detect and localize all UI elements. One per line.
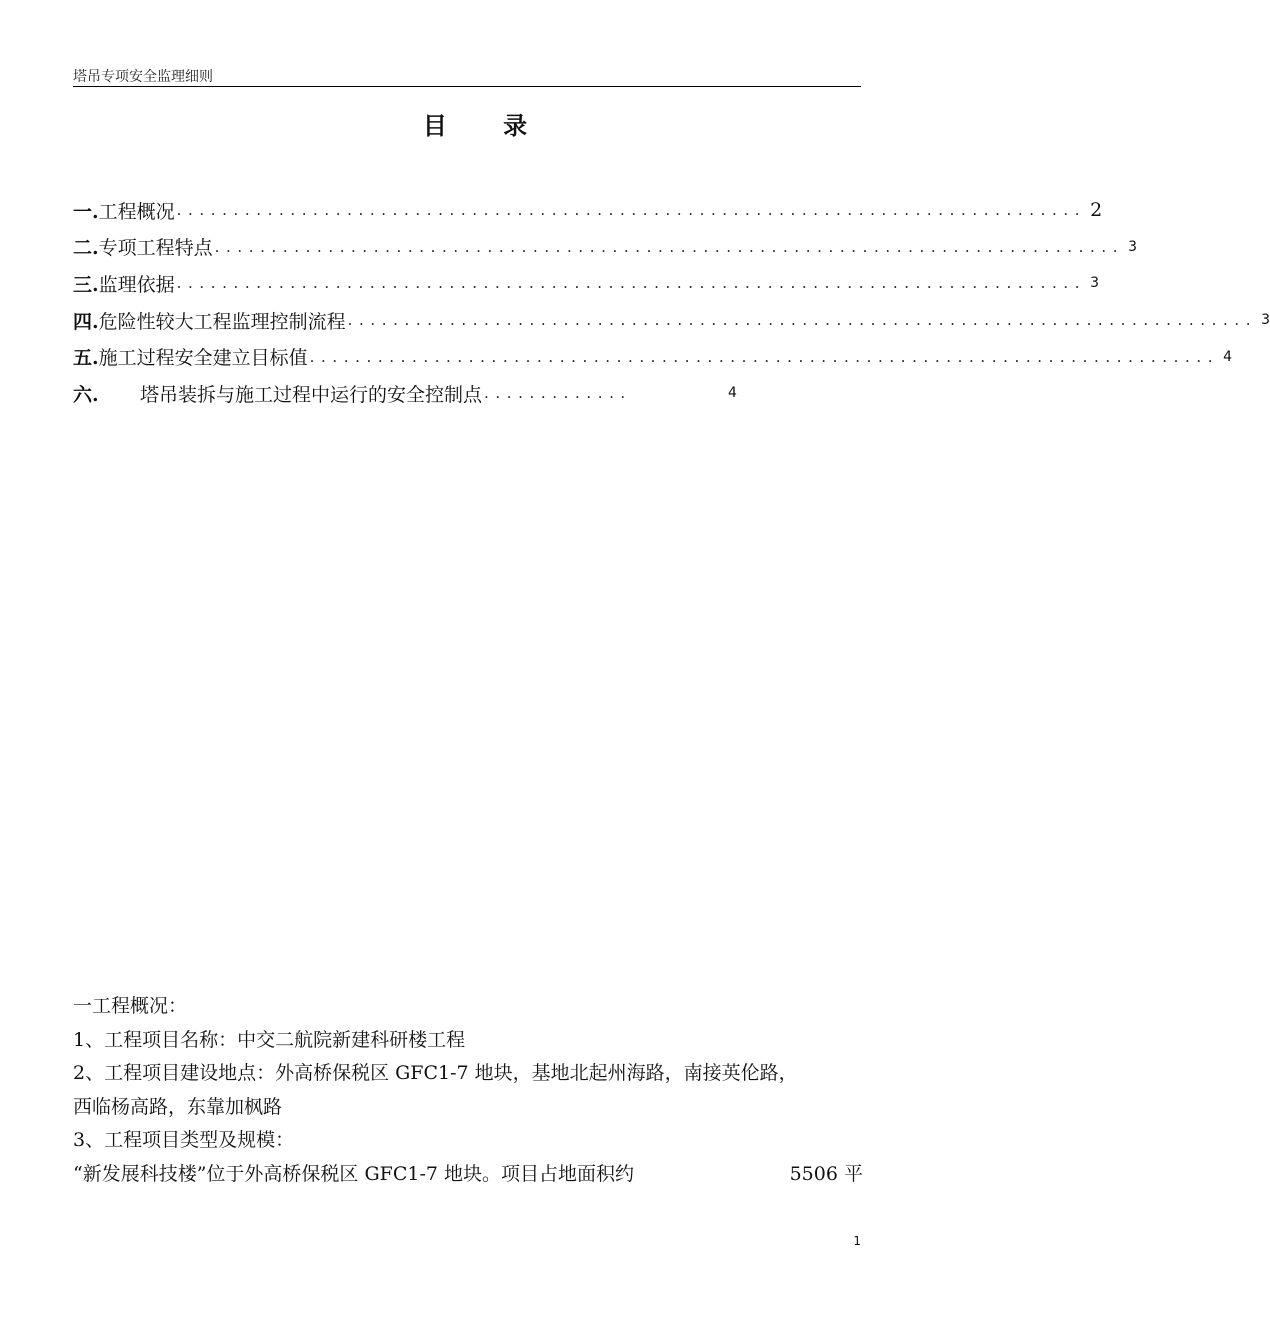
page-number: 1 [853, 1234, 861, 1248]
toc-entry-number: 三. [73, 273, 99, 296]
toc-entry[interactable] [73, 375, 863, 412]
paragraph-text: “新发展科技楼”位于外高桥保税区 GFC1-7 地块。项目占地面积约 [73, 1162, 635, 1185]
toc-entry-page: 2 [1090, 199, 1103, 222]
toc-leader-dots: ................................................................................ [309, 347, 1220, 366]
section-heading: 一工程概况： [73, 995, 188, 1017]
toc-entry-label: 监理依据 [98, 273, 175, 296]
toc-entry-label: 工程概况 [98, 200, 175, 223]
paragraph [73, 1158, 863, 1192]
document-body [73, 990, 863, 1191]
paragraph: 1、工程项目名称：中交二航院新建科研楼工程 [73, 1028, 466, 1051]
toc-entry-page: 3 [1261, 312, 1270, 329]
toc-entry-label: 塔吊装拆与施工过程中运行的安全控制点 [140, 383, 483, 406]
toc-leader-dots: ................................................................................ [176, 201, 1087, 220]
toc-entry-page: 4 [728, 385, 737, 402]
toc-entry-number: 四. [73, 310, 99, 333]
toc-entry-page: 3 [1128, 238, 1138, 255]
toc-leader-dots: ................................................................................ [347, 311, 1258, 330]
toc-entry-page: 3 [1090, 275, 1100, 292]
toc-entry[interactable] [73, 265, 1100, 302]
toc-leader-dots: ................................................................................ [214, 237, 1125, 256]
toc-entry-label: 施工过程安全建立目标值 [98, 347, 308, 370]
toc-leader-dots: ................................................................................ [176, 274, 1087, 293]
toc-entry-number: 六. [73, 383, 99, 406]
toc-entry-number: 二. [73, 237, 99, 260]
toc-entry[interactable] [73, 338, 1233, 375]
toc-entry[interactable] [73, 229, 1138, 266]
toc-entry-label: 专项工程特点 [98, 237, 213, 260]
table-of-contents [73, 192, 1270, 412]
paragraph: 3、工程项目类型及规模： [73, 1129, 295, 1151]
toc-entry-number: 五. [73, 347, 99, 370]
toc-entry[interactable] [73, 192, 1103, 229]
toc-entry-page: 4 [1223, 348, 1233, 365]
paragraph: 2、工程项目建设地点：外高桥保税区 GFC1-7 地块，基地北起州海路，南接英伦路， [73, 1062, 798, 1084]
toc-entry-label: 危险性较大工程监理控制流程 [98, 310, 346, 333]
header-title: 塔吊专项安全监理细则 [73, 69, 213, 85]
toc-entry[interactable] [73, 302, 1270, 339]
toc-entry-number: 一. [73, 200, 99, 223]
page-header [73, 64, 861, 87]
toc-leader-dots: ............. [484, 384, 632, 403]
paragraph-text-end: 5506 平 [789, 1162, 863, 1185]
toc-title: 目 录 [422, 111, 552, 140]
paragraph: 西临杨高路，东靠加枫路 [73, 1095, 283, 1118]
